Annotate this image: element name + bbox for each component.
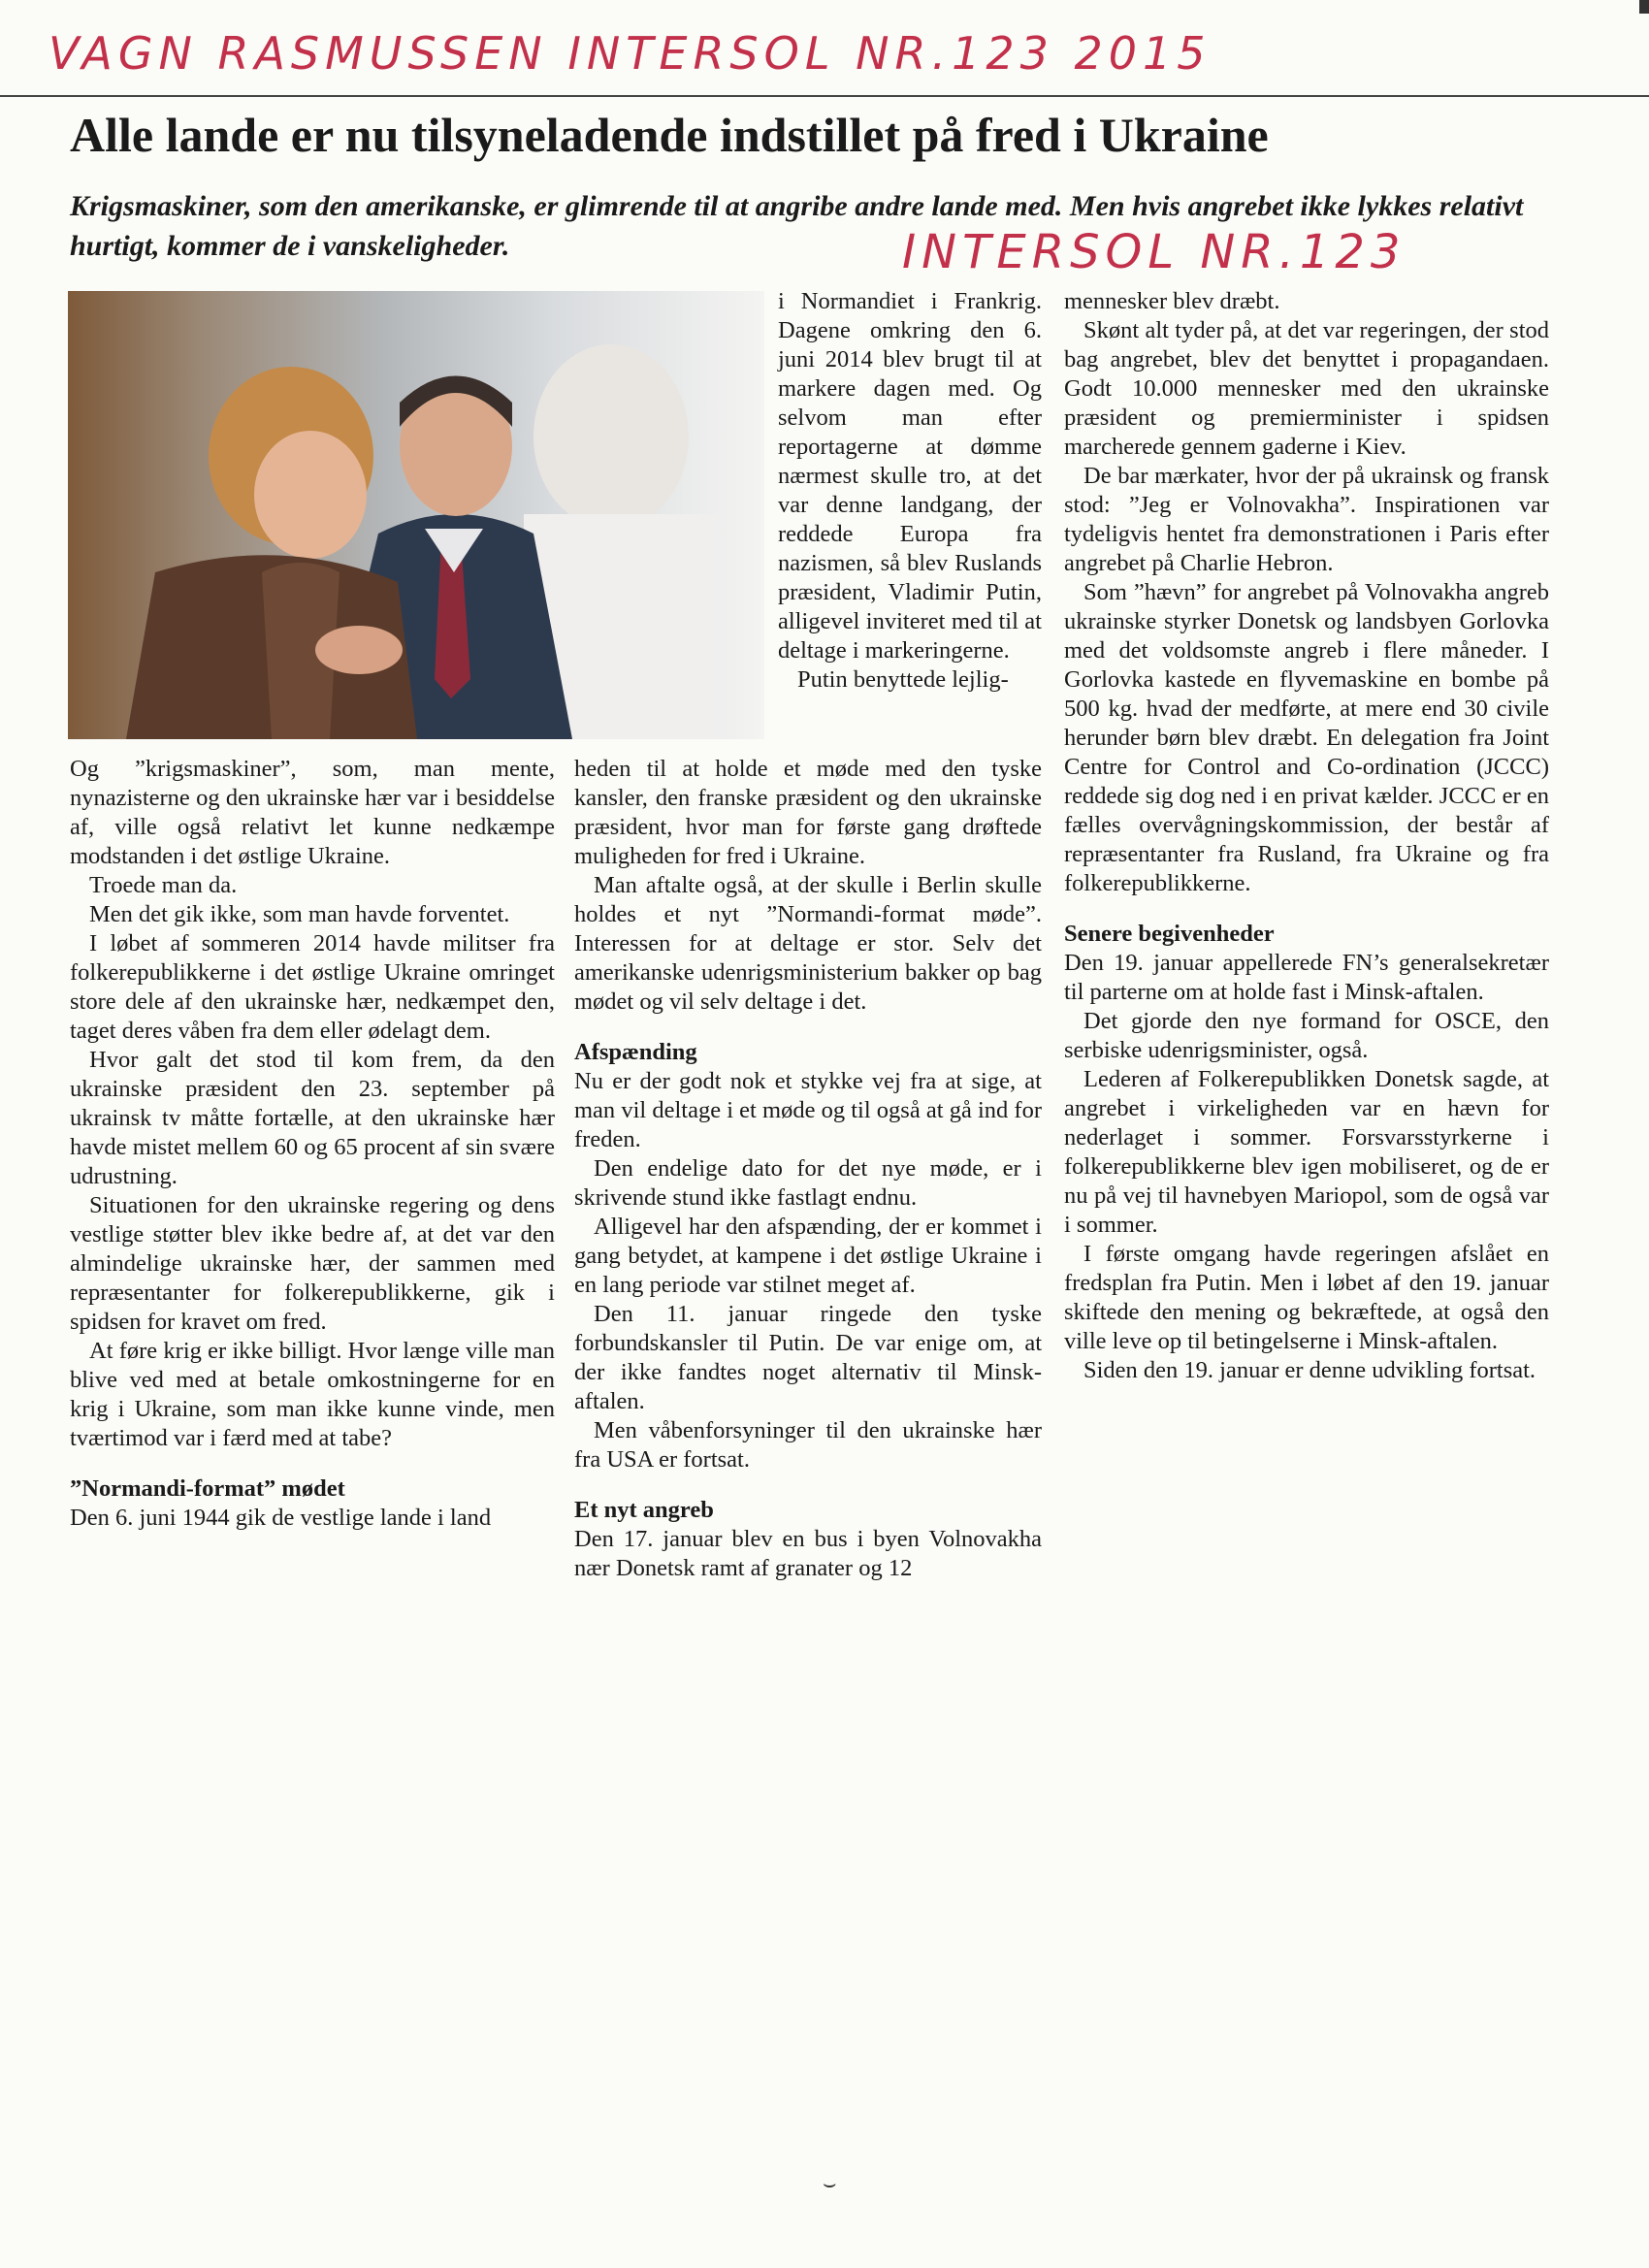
paragraph: Den 11. januar ringede den tyske forbundskansler til Putin. De var enige om, at der ikke fandtes noget alternativ til Minsk-aftalen. xyxy=(574,1301,1042,1414)
article-lead: Krigsmaskiner, som den amerikanske, er glimrende til at angribe andre lande med. Men hvis angrebet ikke lykkes relativt hurtigt, kommer de i vanskeligheder. xyxy=(70,190,1524,263)
article-headline: Alle lande er nu tilsyneladende indstillet på fred i Ukraine xyxy=(70,108,1269,162)
paragraph: Det gjorde den nye formand for OSCE, den serbiske udenrigsminister, også. xyxy=(1064,1008,1549,1063)
handwritten-source-note: VAGN RASMUSSEN INTERSOL NR.123 2015 xyxy=(48,27,1212,80)
column-3 xyxy=(1064,287,1549,1385)
paragraph: Men våbenforsyninger til den ukrainske hær fra USA er fortsat. xyxy=(574,1417,1042,1473)
paragraph: Troede man da. xyxy=(89,872,238,898)
paragraph: I første omgang havde regeringen afslået en fredsplan fra Putin. Men i løbet af den 19. januar skiftede den mening og bekræftede, at også den ville leve op til betingelserne i Minsk-aftalen. xyxy=(1064,1241,1549,1354)
paragraph: heden til at holde et møde med den tyske kansler, den franske præsident og den ukrainske præsident, hvor man for første gang drøftede muligheden for fred i Ukraine. xyxy=(574,756,1042,869)
handwritten-issue-note: INTERSOL NR.123 xyxy=(902,225,1406,279)
scan-edge-mark xyxy=(1639,0,1649,14)
paragraph: Men det gik ikke, som man havde forventet. xyxy=(89,901,510,927)
paragraph: Hvor galt det stod til kom frem, da den ukrainske præsident den 23. september på ukrainsk tv måtte fortælle, at den ukrainske hær havde mistet mellem 60 og 65 procent af sin svære udrustning. xyxy=(70,1047,555,1189)
article-photo xyxy=(68,291,764,739)
paragraph: Man aftalte også, at der skulle i Berlin skulle holdes et nyt ”Normandi-format møde”. Interessen for at deltage er stor. Selv det amerikanske udenrigsministerium bakker op bag mødet og vil selv deltage i det. xyxy=(574,872,1042,1015)
paragraph: At føre krig er ikke billigt. Hvor længe ville man blive ved med at betale omkostningerne for en krig i Ukraine, som man ikke kunne vinde, men tværtimod var i færd med at tabe? xyxy=(70,1338,555,1451)
paragraph: mennesker blev dræbt. xyxy=(1064,288,1280,314)
paragraph: Og ”krigsmaskiner”, som, man mente, nynazisterne og den ukrainske hær var i besiddelse af, ville også relativt let kunne nedkæmpe modstanden i det østlige Ukraine. xyxy=(70,756,555,869)
paragraph: Putin benyttede lejlig- xyxy=(797,666,1009,693)
paragraph: Nu er der godt nok et stykke vej fra at sige, at man vil deltage i et møde og til også at gå ind for freden. xyxy=(574,1068,1042,1152)
section-heading: ”Normandi-format” mødet xyxy=(70,1475,345,1502)
paragraph: i Normandiet i Frankrig. Dagene omkring den 6. juni 2014 blev brugt til at markere dagen med. Og selvom man efter reportagerne at dømme nærmest skulle tro, at det var denne landgang, der reddede Europa fra nazismen, så blev Ruslands præsident, Vladimir Putin, alligevel inviteret med til at deltage i markeringerne. xyxy=(778,288,1042,664)
top-rule xyxy=(0,95,1649,97)
section-heading: Afspænding xyxy=(574,1039,697,1065)
paragraph: Den 19. januar appellerede FN’s generalsekretær til parterne om at holde fast i Minsk-aftalen. xyxy=(1064,950,1549,1005)
column-2 xyxy=(574,755,1042,1583)
column-2-upper xyxy=(778,287,1042,695)
paragraph: Den 17. januar blev en bus i byen Volnovakha nær Donetsk ramt af granater og 12 xyxy=(574,1526,1042,1581)
section-heading: Et nyt angreb xyxy=(574,1497,714,1523)
paragraph: De bar mærkater, hvor der på ukrainsk og fransk stod: ”Jeg er Volnovakha”. Inspirationen var tydeligvis hentet fra demonstrationen i Paris efter angrebet på Charlie Hebron. xyxy=(1064,463,1549,576)
paragraph: Situationen for den ukrainske regering og dens vestlige støtter blev ikke bedre af, at det var den almindelige ukrainske hær, der sammen med repræsentanter for folkerepublikkerne, gik i spidsen for kravet om fred. xyxy=(70,1192,555,1335)
paragraph: I løbet af sommeren 2014 havde militser fra folkerepublikkerne i det østlige Ukraine omringet store dele af den ukrainske hær, nedkæmpet den, taget deres våben fra dem eller ødelagt dem. xyxy=(70,930,555,1044)
paragraph: Lederen af Folkerepublikken Donetsk sagde, at angrebet i virkeligheden var en hævn for nederlaget i sommer. Forsvarsstyrkerne i folkerepublikkerne blev igen mobiliseret, og de er nu på vej til havnebyen Mariopol, som de også var i sommer. xyxy=(1064,1066,1549,1238)
paragraph: Skønt alt tyder på, at det var regeringen, der stod bag angrebet, blev det benyttet i propagandaen. Godt 10.000 mennesker med den ukrainske præsident og premierminister i spidsen marcherede gennem gaderne i Kiev. xyxy=(1064,317,1549,460)
paragraph: Alligevel har den afspænding, der er kommet i gang betydet, at kampene i det østlige Ukraine i en lang periode var stilnet meget af. xyxy=(574,1214,1042,1298)
paragraph: Siden den 19. januar er denne udvikling fortsat. xyxy=(1083,1357,1536,1383)
paragraph: Som ”hævn” for angrebet på Volnovakha angreb ukrainske styrker Donetsk og landsbyen Gorlovka med det voldsomste angreb i flere måneder. I Gorlovka kastede en flyvemaskine en bombe på 500 kg. hvad der medførte, at mere end 30 civile herunder børn blev dræbt. En delegation fra Joint Centre for Control and Co-ordination (JCCC) reddede sig dog ned i en privat kælder. JCCC er en fælles overvågningskommission, der består af repræsentanter fra Rusland, fra Ukraine og fra folkerepublikkerne. xyxy=(1064,579,1549,896)
paragraph: Den endelige dato for det nye møde, er i skrivende stund ikke fastlagt endnu. xyxy=(574,1155,1042,1211)
column-1 xyxy=(70,755,555,1533)
paragraph: Den 6. juni 1944 gik de vestlige lande i land xyxy=(70,1505,492,1531)
scan-mark: ⌣ xyxy=(823,2171,837,2195)
section-heading: Senere begivenheder xyxy=(1064,921,1275,947)
